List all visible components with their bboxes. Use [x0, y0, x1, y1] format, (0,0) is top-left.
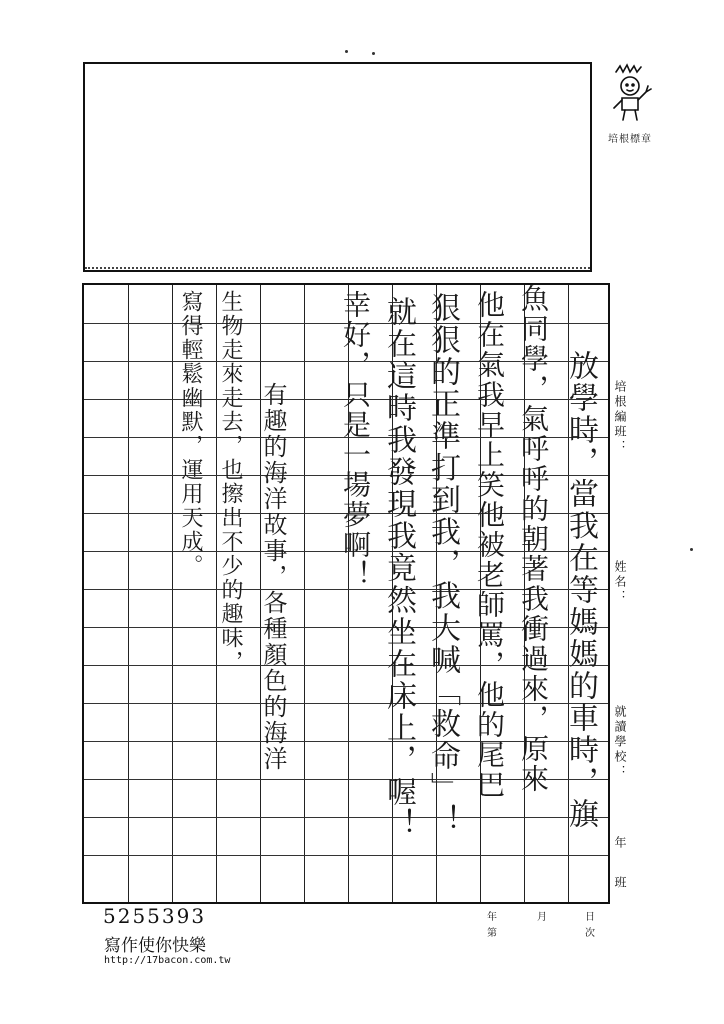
month-label: 月	[537, 912, 547, 923]
essay-column-6: 幸好，只是一場夢啊！	[339, 290, 372, 590]
essay-column-2: 魚同學，氣呼呼的朝著我衝過來，原來	[517, 284, 550, 794]
times-label: 次	[585, 928, 595, 939]
comment-column-2: 生物走來走去，也擦出不少的趣味，	[218, 290, 243, 674]
school-label: 就讀學校：	[613, 705, 627, 780]
essay-column-5: 就在這時我發現我竟然坐在床上，喔！	[381, 296, 416, 840]
teacher-comment-box	[83, 62, 592, 272]
grid-row-line	[84, 817, 608, 818]
grid-column-line	[304, 285, 305, 902]
essay-column-1: 放學時，當我在等媽媽的車時，旗	[563, 350, 598, 830]
brand-url[interactable]: http://17bacon.com.tw	[104, 955, 231, 966]
name-label: 姓名：	[613, 560, 627, 605]
logo-caption: 培根標章	[608, 134, 652, 145]
paper-speck	[372, 52, 375, 55]
grade-label: 年	[613, 836, 627, 851]
essay-column-3: 他在氣我早上笑他被老師罵，他的尾巴	[473, 290, 506, 800]
number-label: 第	[487, 928, 497, 939]
year-label: 年	[487, 912, 497, 923]
class-label: 培根編班：	[613, 380, 627, 455]
grid-row-line	[84, 855, 608, 856]
brand-slogan: 寫作使你快樂	[104, 936, 206, 956]
day-label: 日	[585, 912, 595, 923]
class-unit-label: 班	[613, 876, 627, 891]
comment-column-3: 寫得輕鬆幽默，運用天成。	[178, 290, 203, 578]
comment-column-1: 有趣的海洋故事，各種顏色的海洋	[259, 382, 287, 772]
paper-speck	[690, 548, 693, 551]
comment-box-dotted-border	[85, 267, 590, 269]
essay-number: 5255393	[103, 904, 207, 928]
essay-column-4: 狠狠的正準打到我，我大喊「救命」！	[425, 292, 460, 836]
grid-column-line	[128, 285, 129, 902]
paper-speck	[345, 50, 348, 53]
